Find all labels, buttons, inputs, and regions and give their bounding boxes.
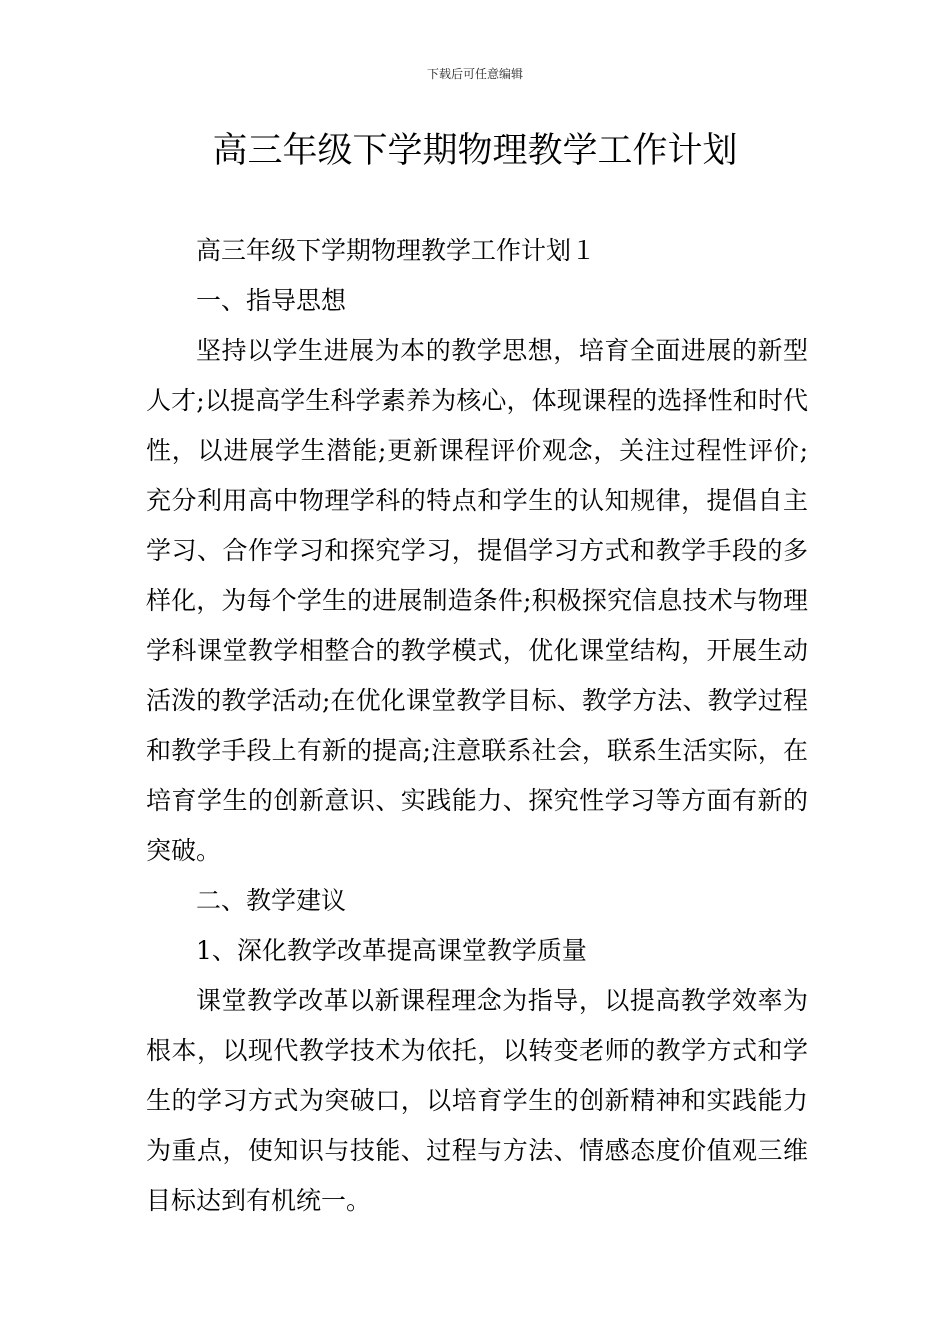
subheading-deepen-reform: 1、深化教学改革提高课堂教学质量 — [196, 936, 587, 965]
section-heading-teaching-suggestions: 二、教学建议 — [196, 886, 347, 915]
document-body — [146, 226, 808, 1226]
paragraph-guiding-ideas: 坚持以学生进展为本的教学思想，培育全面进展的新型人才;以提高学生科学素养为核心，体现课程的选择性和时代性，以进展学生潜能;更新课程评价观念，关注过程性评价;充分利用高中物理学科的特点和学生的认知规律，提倡自主学习、合作学习和探究学习，提倡学习方式和教学手段的多样化，为每个学生的进展制造条件;积极探究信息技术与物理学科课堂教学相整合的教学模式，优化课堂结构，开展生动活泼的教学活动;在优化课堂教学目标、教学方法、教学过程和教学手段上有新的提高;注意联系社会，联系生活实际，在培育学生的创新意识、实践能力、探究性学习等方面有新的突破。 — [146, 336, 808, 865]
section-heading-guiding-ideas: 一、指导思想 — [196, 286, 347, 315]
paragraph-classroom-reform: 课堂教学改革以新课程理念为指导，以提高教学效率为根本，以现代教学技术为依托，以转变老师的教学方式和学生的学习方式为突破口，以培育学生的创新精神和实践能力为重点，使知识与技能、过程与方法、情感态度价值观三维目标达到有机统一。 — [146, 986, 808, 1215]
document-title: 高三年级下学期物理教学工作计划 — [212, 131, 738, 171]
section-heading-plan-1: 高三年级下学期物理教学工作计划１ — [196, 236, 597, 265]
page-header-note: 下载后可任意编辑 — [426, 67, 523, 81]
